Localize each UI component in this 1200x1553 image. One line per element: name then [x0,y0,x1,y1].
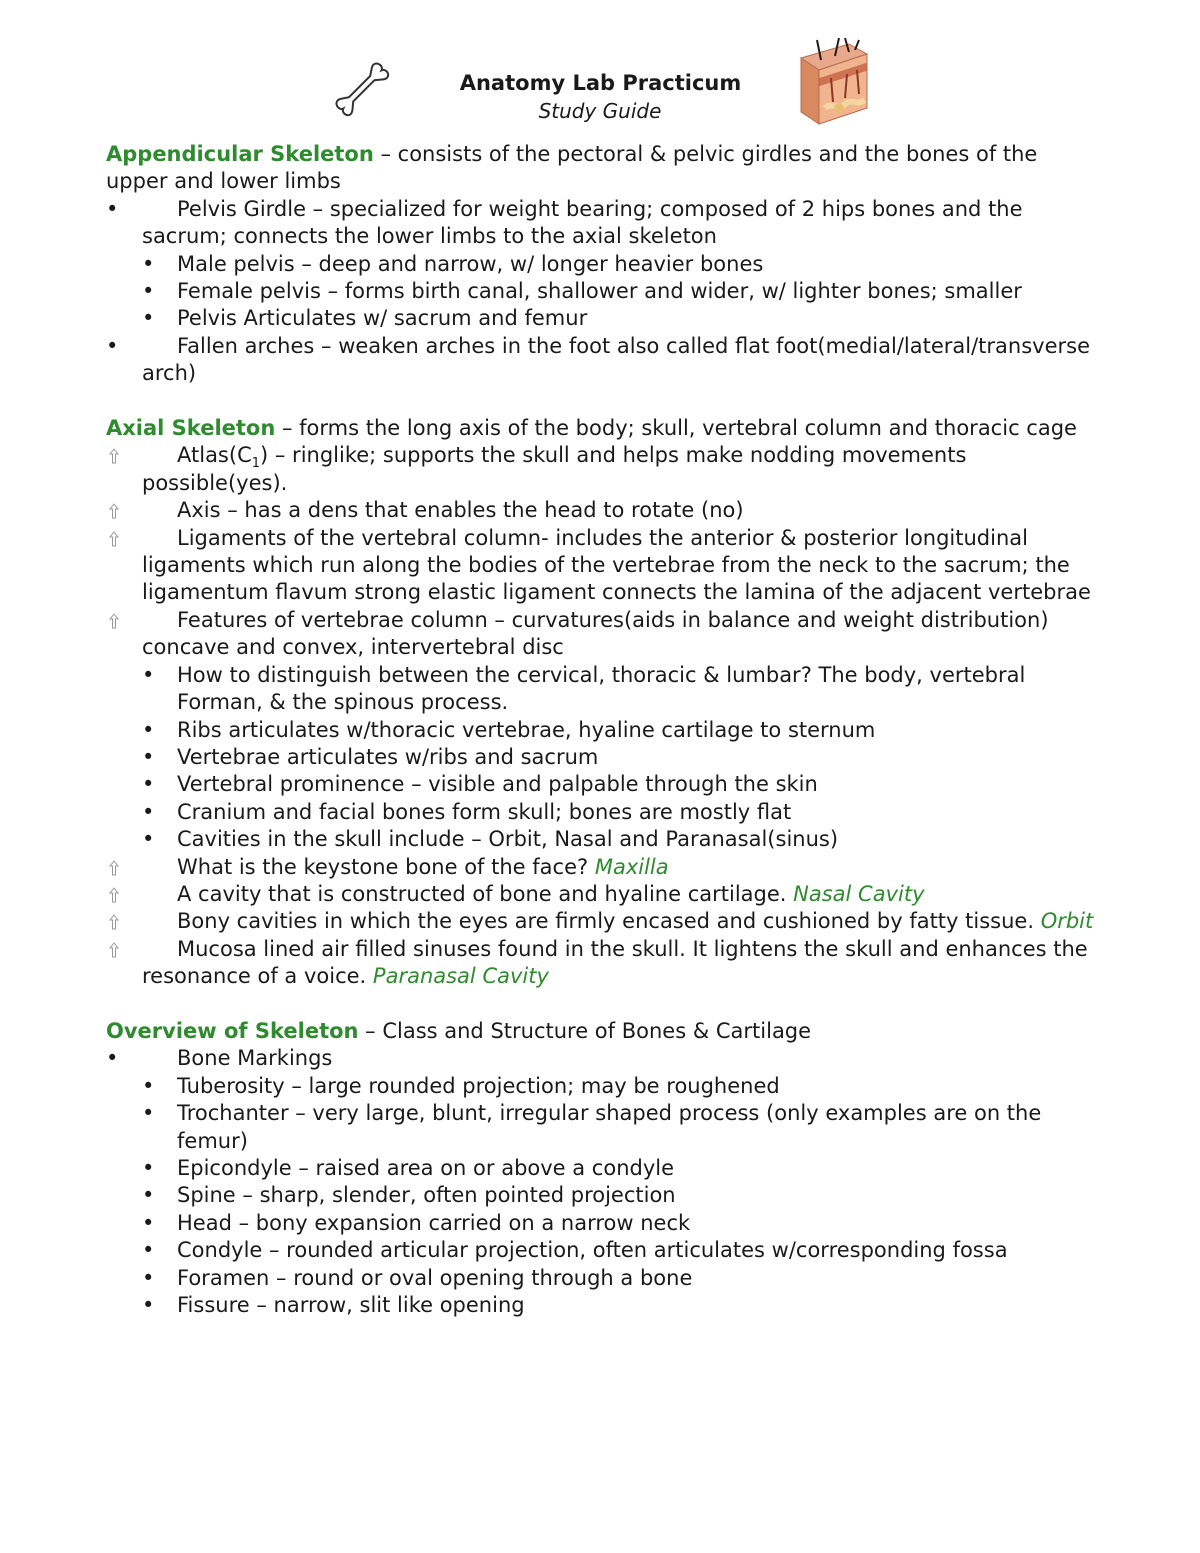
bullet-icon: • [142,1293,155,1318]
list-item [106,607,1096,662]
sub-list-item [106,1182,1096,1209]
list-item-text: Tuberosity – large rounded projection; may be roughened [177,1073,780,1098]
document-body [106,141,1096,1319]
list-item-text: Ligaments of the vertebral column- includes the anterior & posterior longitudinal ligaments which run along the bodies of the vertebrae from the neck to the sacrum; the ligamentum flavum strong elastic ligament connects the lamina of the adjacent vertebrae [142,525,1091,605]
section-heading: Appendicular Skeleton [106,142,374,166]
section-heading-line [106,1018,1096,1045]
bullet-icon: • [142,827,155,852]
bullet-icon: • [106,196,119,221]
list-item-text: Epicondyle – raised area on or above a condyle [177,1156,675,1180]
bullet-icon: • [142,251,155,276]
sub-list-item [106,278,1096,305]
question: What is the keystone bone of the face? [177,854,595,879]
sub-list-item [106,826,1096,853]
question: Mucosa lined air filled sinuses found in the skull. It lightens the skull and enhances the resonance of a voice. [142,936,1088,989]
list-item-text: Spine – sharp, slender, often pointed projection [177,1183,676,1208]
list-item-text: Vertebrae articulates w/ribs and sacrum [177,744,599,769]
arrow-bullet-icon [108,914,120,930]
sub-list-item [106,1210,1096,1237]
question-text [142,937,1088,988]
section-heading: Overview of Skeleton [106,1018,359,1043]
list-item [106,525,1096,607]
sub-list-item [106,1155,1096,1182]
sub-list-item [106,1265,1096,1292]
sub-list-item [106,251,1096,278]
answer: Paranasal Cavity [372,964,549,989]
bullet-icon: • [142,772,155,797]
bullet-icon: • [142,1238,155,1263]
section-heading-line [106,415,1096,442]
arrow-bullet-icon [108,448,120,464]
question: Bony cavities in which the eyes are firmly encased and cushioned by fatty tissue. [177,909,1041,934]
bullet-icon: • [142,717,155,742]
bullet-icon: • [142,1210,155,1235]
sub-list-item [106,1100,1096,1155]
answer: Nasal Cavity [793,881,925,906]
bullet-icon: • [142,279,155,304]
bullet-icon: • [106,333,119,358]
arrow-bullet-icon [108,860,120,876]
list-item-text: Fallen arches – weaken arches in the foot also called flat foot(medial/lateral/transverse arch) [142,333,1090,386]
list-item-text: Axis – has a dens that enables the head to rotate (no) [177,498,744,523]
question-text [142,909,1093,933]
list-item-text: Cranium and facial bones form skull; bones are mostly flat [177,799,792,824]
answer: Orbit [1040,909,1094,934]
page-title: Anatomy Lab Practicum [459,71,742,95]
bullet-icon: • [142,1265,155,1290]
atlas-text: Atlas(C [177,443,252,468]
list-item-text: Head – bony expansion carried on a narrow neck [177,1210,691,1235]
list-item-text: Pelvis Girdle – specialized for weight bearing; composed of 2 hips bones and the sacrum; connects the lower limbs to the axial skeleton [142,196,1023,249]
list-item-text: Bone Markings [177,1046,333,1071]
sub-list-item [106,744,1096,771]
list-item-text: Condyle – rounded articular projection, often articulates w/corresponding fossa [177,1238,1008,1263]
arrow-bullet-icon [108,503,120,519]
section-overview [106,1018,1096,1319]
sub-list-item [106,1237,1096,1264]
atlas-text-rest: ) – ringlike; supports the skull and helps make nodding movements possible(yes). [142,443,967,495]
question: A cavity that is constructed of bone and hyaline cartilage. [177,881,794,906]
list-item-text: Female pelvis – forms birth canal, shallower and wider, w/ lighter bones; smaller [177,279,1022,304]
section-description: – forms the long axis of the body; skull, vertebral column and thoracic cage [275,416,1077,441]
bullet-icon: • [142,1101,155,1126]
list-item [106,333,1096,388]
list-item-text: Pelvis Articulates w/ sacrum and femur [177,306,588,331]
sub-list-item [106,1292,1096,1319]
list-item-text: Vertebral prominence – visible and palpable through the skin [177,772,818,797]
sub-list-item [106,771,1096,798]
bullet-icon: • [142,1156,155,1180]
section-heading: Axial Skeleton [106,416,276,441]
sub-list-item [106,662,1096,717]
sub-list-item [106,1073,1096,1100]
question-item [106,936,1096,991]
question-item [106,908,1096,935]
bullet-icon: • [142,1183,155,1208]
list-item-text: Cavities in the skull include – Orbit, Nasal and Paranasal(sinus) [177,827,839,852]
list-item-text: Foramen – round or oval opening through a bone [177,1265,693,1290]
list-item-text: Trochanter – very large, blunt, irregular shaped process (only examples are on the femur) [177,1101,1042,1153]
bullet-icon: • [142,744,155,769]
list-item-text: How to distinguish between the cervical, thoracic & lumbar? The body, vertebral Forman, & the spinous process. [177,662,1026,715]
skin-cross-section-icon [795,38,871,128]
sub-list-item [106,717,1096,744]
list-item [106,442,1096,497]
section-description: – Class and Structure of Bones & Cartilage [358,1018,812,1043]
document-header [0,68,1200,124]
page-subtitle: Study Guide [538,99,662,123]
bullet-icon: • [142,662,155,687]
arrow-bullet-icon [108,887,120,903]
sub-list-item [106,799,1096,826]
list-item-text [142,443,966,494]
list-item [106,196,1096,251]
list-item [106,497,1096,524]
bullet-icon: • [106,1046,119,1071]
bullet-icon: • [142,1073,155,1098]
list-item-text: Male pelvis – deep and narrow, w/ longer heavier bones [177,251,764,276]
list-item [106,1045,1096,1072]
atlas-subscript: 1 [251,456,261,472]
section-axial [106,415,1096,991]
list-item-text: Ribs articulates w/thoracic vertebrae, hyaline cartilage to sternum [177,717,876,742]
question-item [106,881,1096,908]
arrow-bullet-icon [108,613,120,629]
list-item-text: Fissure – narrow, slit like opening [177,1293,525,1318]
list-item-text: Features of vertebrae column – curvatures(aids in balance and weight distribution) concave and convex, intervertebral disc [142,607,1049,660]
sub-list-item [106,305,1096,332]
question-text [142,882,925,906]
bullet-icon: • [142,306,155,331]
question-text [142,855,669,879]
section-appendicular [106,141,1096,388]
arrow-bullet-icon [108,531,120,547]
section-heading-line [106,141,1096,196]
section-description: – consists of the pectoral & pelvic girdles and the bones of the upper and lower limbs [106,142,1038,194]
bullet-icon: • [142,799,155,824]
answer: Maxilla [594,854,669,879]
arrow-bullet-icon [108,942,120,958]
question-item [106,854,1096,881]
